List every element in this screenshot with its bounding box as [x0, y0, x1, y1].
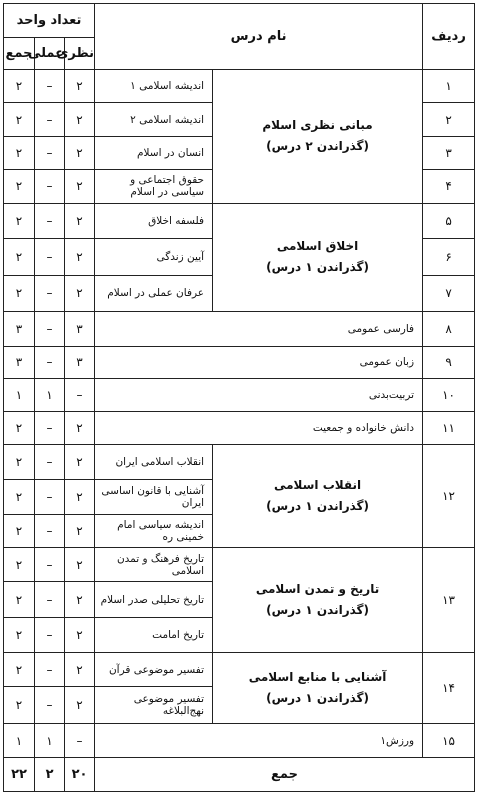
theory-units: ۲: [65, 411, 95, 444]
practical-units: –: [35, 581, 65, 618]
theory-units: ۲: [65, 69, 95, 102]
total-units: ۲: [4, 411, 35, 444]
total-units: ۲: [4, 687, 35, 724]
course-name: انسان در اسلام: [95, 136, 213, 169]
theory-units: ۲: [65, 103, 95, 136]
group-title: تاریخ و تمدن اسلامی: [255, 582, 380, 597]
group-cell-4: [213, 548, 423, 652]
course-name: اندیشه اسلامی ۱: [95, 69, 213, 102]
table-row: [4, 69, 475, 102]
course-name: زبان عمومی: [95, 346, 423, 378]
table-row: [4, 445, 475, 480]
practical-units: –: [35, 275, 65, 312]
practical-units: –: [35, 445, 65, 480]
row-number: ۳: [423, 136, 475, 169]
course-name: اندیشه اسلامی ۲: [95, 103, 213, 136]
totals-label: جمع: [95, 758, 475, 792]
group-note: (گذراندن ۱ درس): [266, 603, 369, 618]
total-units: ۲: [4, 136, 35, 169]
group-cell-3: [213, 445, 423, 548]
table-row: [4, 346, 475, 378]
theory-units: ۲: [65, 445, 95, 480]
total-units: ۲: [4, 514, 35, 547]
total-units: ۲: [4, 203, 35, 238]
theory-units: ۳: [65, 346, 95, 378]
theory-units: ۲: [65, 581, 95, 618]
header-theory: نظری: [65, 38, 95, 69]
theory-units: ۲: [65, 687, 95, 724]
course-name: تفسیر موضوعی قرآن: [95, 652, 213, 686]
practical-units: –: [35, 514, 65, 547]
table-row: [4, 411, 475, 444]
row-number: ۱۵: [423, 723, 475, 757]
group-note: (گذراندن ۱ درس): [266, 260, 369, 275]
total-units: ۲: [4, 445, 35, 480]
header-practical: عملی: [35, 38, 65, 69]
total-units: ۲: [4, 239, 35, 276]
row-number: ۶: [423, 239, 475, 276]
course-name: تاریخ فرهنگ و تمدن اسلامی: [95, 548, 213, 581]
theory-units: ۲: [65, 170, 95, 203]
group-title: مبانی نظری اسلام: [262, 118, 373, 133]
practical-units: –: [35, 312, 65, 346]
group-title: انقلاب اسلامی: [273, 478, 362, 493]
table-row: [4, 652, 475, 686]
row-number: ۱: [423, 69, 475, 102]
table-row: [4, 312, 475, 346]
group-title: اخلاق اسلامی: [276, 239, 359, 254]
total-units: ۳: [4, 312, 35, 346]
theory-units: ۲: [65, 480, 95, 514]
theory-units: ۲: [65, 652, 95, 686]
theory-units: ۲: [65, 239, 95, 276]
course-name: دانش خانواده و جمعیت: [95, 411, 423, 444]
header-units: تعداد واحد: [4, 4, 95, 38]
practical-units: –: [35, 103, 65, 136]
total-units: ۲: [4, 170, 35, 203]
practical-units: –: [35, 411, 65, 444]
header-row-no: ردیف: [423, 4, 475, 70]
course-name: تربیت‌بدنی: [95, 379, 423, 411]
theory-units: ۳: [65, 312, 95, 346]
course-name: فارسی عمومی: [95, 312, 423, 346]
row-number: ۸: [423, 312, 475, 346]
course-name: تاریخ امامت: [95, 618, 213, 652]
theory-units: ۲: [65, 275, 95, 312]
course-name: آشنایی با قانون اساسی ایران: [95, 480, 213, 514]
practical-units: –: [35, 170, 65, 203]
totals-practical: ۲: [35, 758, 65, 792]
total-units: ۲: [4, 275, 35, 312]
practical-units: –: [35, 136, 65, 169]
course-units-table: [3, 3, 475, 792]
row-number: ۵: [423, 203, 475, 238]
practical-units: ۱: [35, 379, 65, 411]
course-name: انقلاب اسلامی ایران: [95, 445, 213, 480]
course-name: تفسیر موضوعی نهج‌البلاغه: [95, 687, 213, 724]
practical-units: –: [35, 69, 65, 102]
row-number: ۱۳: [423, 548, 475, 652]
header-total: جمع: [4, 38, 35, 69]
total-units: ۲: [4, 103, 35, 136]
group-cell-5: [213, 652, 423, 723]
theory-units: ۲: [65, 203, 95, 238]
row-number: ۷: [423, 275, 475, 312]
total-units: ۲: [4, 581, 35, 618]
theory-units: ۲: [65, 548, 95, 581]
total-units: ۳: [4, 346, 35, 378]
practical-units: –: [35, 239, 65, 276]
table-row: [4, 723, 475, 757]
theory-units: ۲: [65, 136, 95, 169]
course-name: ورزش۱: [95, 723, 423, 757]
practical-units: ۱: [35, 723, 65, 757]
totals-theory: ۲۰: [65, 758, 95, 792]
practical-units: –: [35, 346, 65, 378]
group-note: (گذراندن ۱ درس): [266, 499, 369, 514]
course-name: حقوق اجتماعی و سیاسی در اسلام: [95, 170, 213, 203]
total-units: ۲: [4, 69, 35, 102]
group-note: (گذراندن ۱ درس): [266, 690, 369, 705]
header-course-name: نام درس: [95, 4, 423, 70]
total-units: ۱: [4, 379, 35, 411]
row-number: ۱۱: [423, 411, 475, 444]
practical-units: –: [35, 548, 65, 581]
total-units: ۲: [4, 548, 35, 581]
row-number: ۱۴: [423, 652, 475, 723]
totals-total: ۲۲: [4, 758, 35, 792]
table-row: [4, 379, 475, 411]
table-row: [4, 548, 475, 581]
group-title: آشنایی با منابع اسلامی: [248, 669, 387, 684]
totals-row: [4, 758, 475, 792]
row-number: ۱۰: [423, 379, 475, 411]
course-name: تاریخ تحلیلی صدر اسلام: [95, 581, 213, 618]
total-units: ۲: [4, 618, 35, 652]
row-number: ۲: [423, 103, 475, 136]
course-name: عرفان عملی در اسلام: [95, 275, 213, 312]
practical-units: –: [35, 480, 65, 514]
course-name: اندیشه سیاسی امام خمینی ره: [95, 514, 213, 547]
theory-units: –: [65, 723, 95, 757]
practical-units: –: [35, 652, 65, 686]
group-note: (گذراندن ۲ درس): [266, 139, 369, 154]
course-name: آیین زندگی: [95, 239, 213, 276]
theory-units: ۲: [65, 618, 95, 652]
practical-units: –: [35, 687, 65, 724]
row-number: ۴: [423, 170, 475, 203]
course-name: فلسفه اخلاق: [95, 203, 213, 238]
table-row: [4, 203, 475, 238]
row-number: ۹: [423, 346, 475, 378]
row-number: ۱۲: [423, 445, 475, 548]
total-units: ۲: [4, 480, 35, 514]
header-row-1: [4, 4, 475, 38]
group-cell-2: [213, 203, 423, 311]
practical-units: –: [35, 618, 65, 652]
theory-units: –: [65, 379, 95, 411]
total-units: ۱: [4, 723, 35, 757]
theory-units: ۲: [65, 514, 95, 547]
total-units: ۲: [4, 652, 35, 686]
group-cell-1: [213, 69, 423, 203]
practical-units: –: [35, 203, 65, 238]
